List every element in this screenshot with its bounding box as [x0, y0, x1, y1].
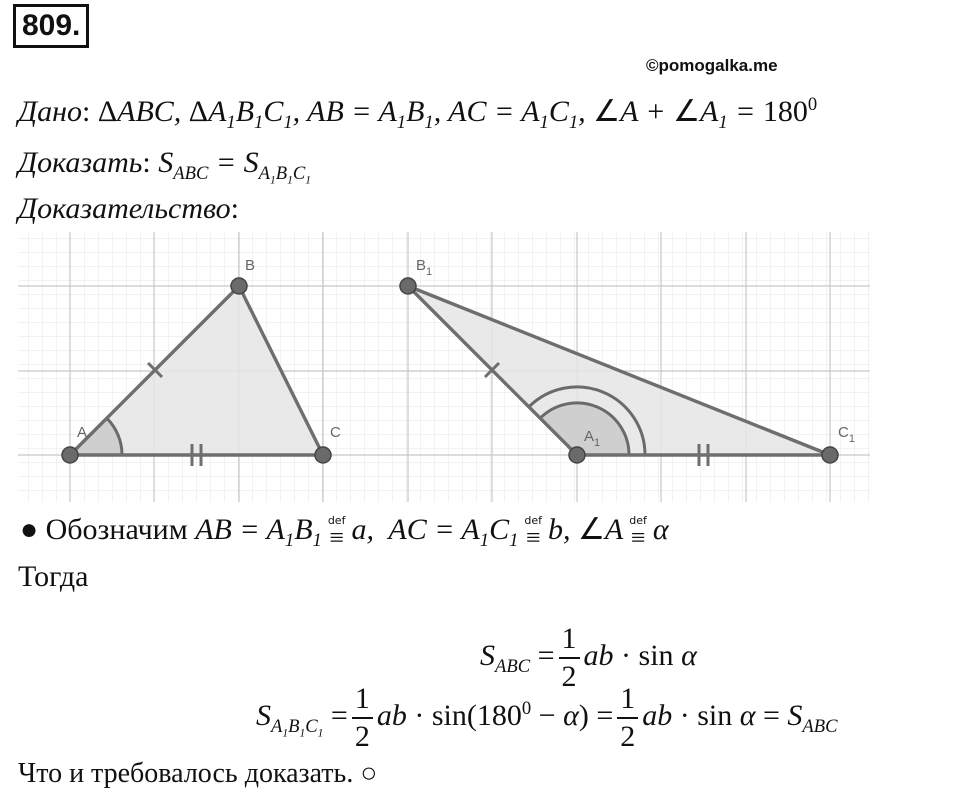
formula-area-a1b1c1: $S_{A_1B_1C_1}$ = $\frac{1}{2}$ ab · $\sin(180^0 - \alpha)$ = $\frac{1}{2}$ ab · $\sin \alpha = S_{ABC}$: [256, 682, 838, 753]
label-b: B: [245, 257, 256, 274]
prove-label: Доказать: [18, 146, 143, 179]
watermark: ©pomogalka.me: [646, 56, 778, 75]
then-word: Тогда: [18, 560, 89, 593]
label-a1: $A_1$: [584, 428, 601, 449]
problem-number: 809.: [13, 4, 89, 48]
label-c: C: [330, 424, 341, 441]
prove-line: Доказать: $S_{ABC} = S_{A_1B_1C_1}$: [18, 146, 312, 187]
grid-minor: [18, 232, 870, 502]
triangles-figure: [18, 232, 870, 502]
notation-line: ● Обозначим AB = $A_1B_1$ def ≡ a, AC = $A_1C_1$ def ≡ b, ∠A def ≡ α: [20, 513, 669, 552]
conclusion: Что и требовалось доказать. ○: [18, 758, 378, 789]
label-c1: $C_1$: [838, 424, 855, 445]
given-label: Дано: [18, 95, 82, 128]
proof-line: Доказательство:: [18, 192, 239, 225]
notation-lead: ● Обозначим: [20, 513, 188, 546]
formula-area-abc: $S_{ABC}$ = $\frac{1}{2}$ ab · sin α: [480, 622, 697, 693]
proof-label: Доказательство: [18, 192, 231, 225]
label-b1: $B_1$: [416, 257, 433, 278]
label-a: A: [77, 424, 88, 441]
given-line: Дано: ΔABC, $\Delta A_1B_1C_1$, AB = $A_1B_1$, AC = $A_1C_1$, ∠A + $\angle A_1 = 180^0$: [18, 94, 818, 133]
